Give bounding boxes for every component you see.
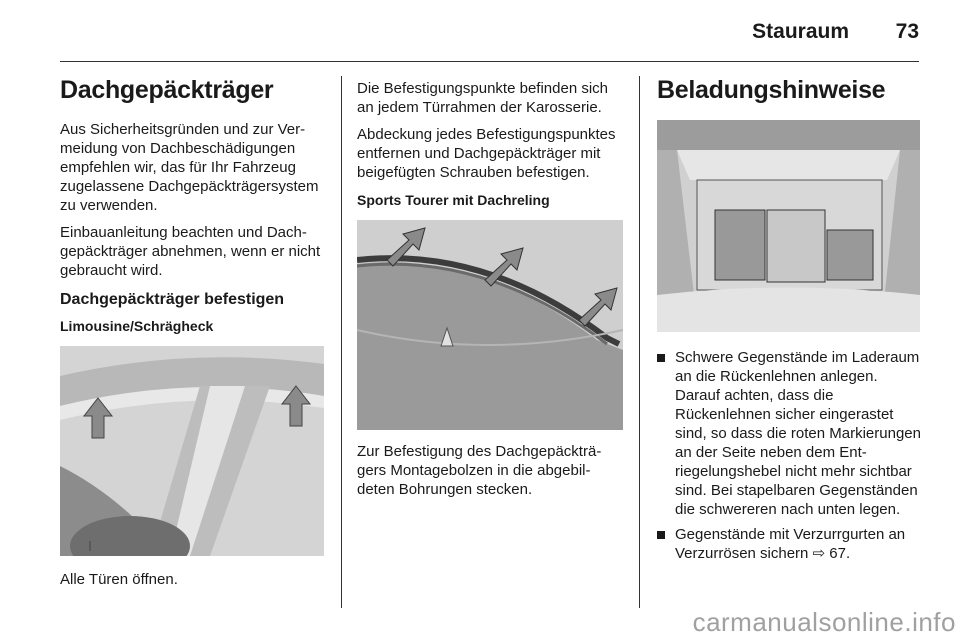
column-divider — [341, 76, 342, 608]
watermark: carmanualsonline.info — [692, 607, 956, 637]
paragraph: Abdeckung jedes Befestigungspunktes entfernen und Dachgepäckträger mit beigefügten Schrauben befestigen. — [357, 126, 616, 181]
bullet-icon — [657, 354, 665, 362]
column-divider — [639, 76, 640, 608]
section-title: Stauraum — [752, 20, 849, 43]
column-3 — [657, 76, 921, 569]
paragraph: Zur Befestigung des Dachgepäckträgers Montagebolzen in die abgebildeten Bohrungen stecken. — [357, 443, 602, 498]
paragraph: Aus Sicherheitsgründen und zur Vermeidung von Dachbeschädigungen empfehlen wir, das für Ihr Fahrzeug zugelassene Dachgepäckträgersystem zu verwenden. — [60, 121, 319, 214]
bullet-icon — [657, 531, 665, 539]
roof-rail-illustration — [357, 220, 623, 430]
list-item: Schwere Gegenstände im Laderaum an die Rückenlehnen anlegen. Darauf achten, dass die Rückenlehnen sicher eingerastet sind, so dass die roten Markierungen an der Seite neben dem Entriegelungshebel nicht mehr sichtbar sind. Bei stapelbaren Gegenständen die schwereren nach unten legen. — [657, 348, 921, 519]
heading-loading: Beladungshinweise — [657, 76, 886, 104]
subheading-limousine: Limousine/Schrägheck — [60, 318, 214, 334]
paragraph: Die Befestigungspunkte befinden sich an jedem Türrahmen der Karosserie. — [357, 80, 609, 116]
paragraph: Alle Türen öffnen. — [60, 571, 178, 588]
door-frame-illustration — [60, 346, 324, 556]
list-item: Gegenstände mit Verzurrgurten an Verzurrösen sichern ⇨ 67. — [657, 525, 921, 563]
column-1 — [60, 76, 324, 597]
subheading-attach: Dachgepäckträger befestigen — [60, 291, 285, 308]
column-2 — [357, 79, 623, 507]
page-number: 73 — [895, 20, 919, 43]
loading-tips-list — [657, 348, 921, 563]
page-header — [60, 0, 919, 62]
heading-roof-rack: Dachgepäckträger — [60, 76, 274, 104]
cargo-area-illustration — [657, 120, 920, 332]
subheading-sports-tourer: Sports Tourer mit Dachreling — [357, 192, 550, 208]
paragraph: Einbauanleitung beachten und Dachgepäckträger abnehmen, wenn er nicht gebraucht wird. — [60, 224, 321, 279]
